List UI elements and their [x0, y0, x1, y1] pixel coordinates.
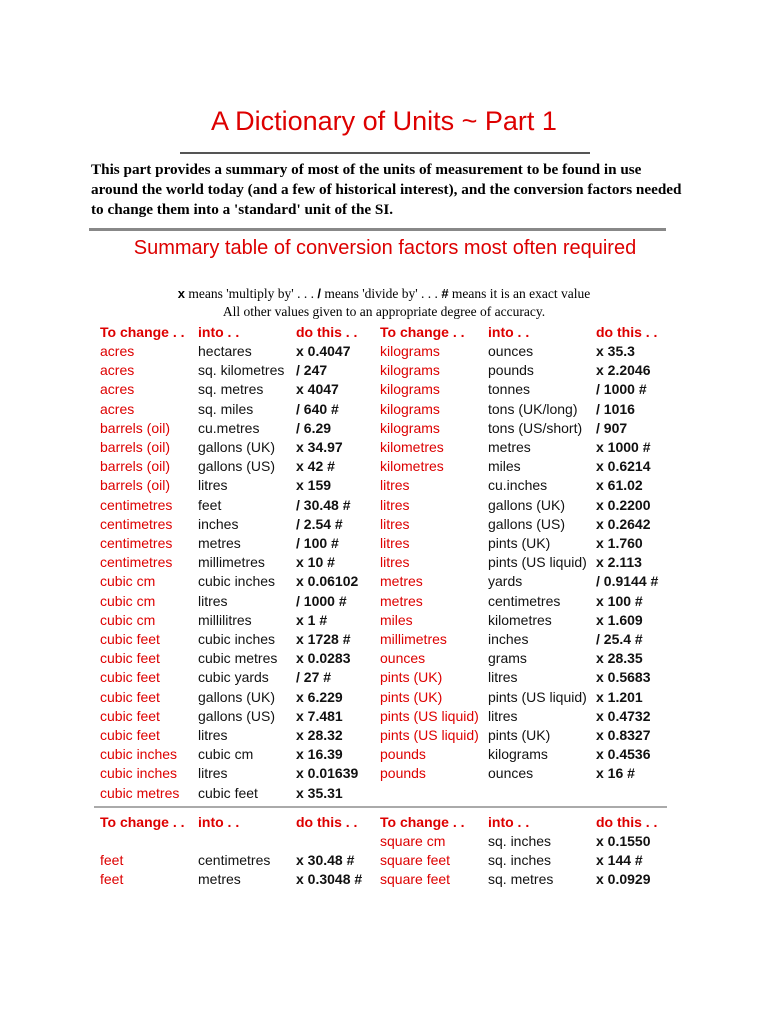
left-table-to-unit: metres	[198, 535, 241, 551]
left-table-from-unit: cubic cm	[100, 611, 156, 628]
right-table-row	[0, 649, 768, 668]
right-table-from-unit: pints (UK)	[380, 669, 443, 686]
left-table-from-unit: acres	[100, 362, 135, 379]
legend-line-2: All other values given to an appropriate degree of accuracy.	[222, 304, 546, 319]
right-table-factor: x 35.3	[596, 343, 635, 359]
right-table-to-unit: gallons (US)	[488, 515, 566, 532]
right-table-factor: x 28.35	[596, 650, 643, 667]
left-table-from-unit: cubic metres	[100, 784, 180, 801]
divide-symbol: /	[317, 286, 321, 301]
right-table-row	[0, 668, 768, 687]
left-table-factor: x 35.31	[296, 784, 343, 801]
left-table-factor: / 1000 #	[296, 592, 347, 609]
right-table-row	[0, 457, 768, 476]
left-table-from-unit: cubic feet	[100, 650, 160, 667]
left-table-factor: x 1 #	[296, 611, 328, 628]
left-table-to-unit: gallons (US)	[198, 458, 276, 475]
right-table-row	[0, 342, 768, 361]
right-table-to-unit: gallons (UK)	[488, 496, 566, 513]
right-table-factor: / 907	[596, 419, 628, 436]
left-table-2-to-unit: centimetres	[198, 852, 271, 869]
left-table-from-unit: cubic feet	[100, 669, 160, 686]
right-table-factor: x 1.201	[596, 688, 643, 705]
left-table-factor: x 159	[296, 477, 332, 494]
left-table-from-unit: barrels (oil)	[100, 419, 171, 436]
left-table-from-unit: cubic inches	[100, 765, 178, 782]
header2-do-this-left: do this . .	[296, 814, 358, 830]
right-table-factor: x 100 #	[596, 592, 643, 609]
right-table-2-factor: x 0.0929	[596, 871, 651, 888]
left-table-from-unit: barrels (oil)	[100, 458, 171, 475]
left-table-to-unit: sq. miles	[198, 400, 254, 417]
right-table-row	[0, 400, 768, 419]
left-table-from-unit: cubic cm	[100, 592, 156, 609]
right-table-row	[0, 419, 768, 438]
left-table-from-unit: barrels (oil)	[100, 439, 171, 455]
right-table-from-unit: litres	[380, 496, 410, 513]
left-table-factor: x 0.06102	[296, 573, 359, 590]
left-table-2-to-unit: metres	[198, 871, 241, 888]
right-table-from-unit: pints (US liquid)	[380, 727, 479, 743]
left-table-from-unit: cubic cm	[100, 573, 156, 590]
left-table-factor: x 42 #	[296, 458, 335, 475]
right-table-to-unit: tonnes	[488, 381, 531, 398]
left-table-factor: x 7.481	[296, 707, 343, 724]
left-table-to-unit: gallons (US)	[198, 707, 276, 724]
title-divider	[180, 152, 590, 154]
right-table-2-to-unit: sq. inches	[488, 852, 552, 869]
left-table-from-unit: barrels (oil)	[100, 477, 171, 494]
left-table-factor: x 16.39	[296, 746, 343, 763]
right-table-from-unit: pints (US liquid)	[380, 707, 479, 724]
left-table-factor: x 1728 #	[296, 631, 351, 647]
right-table-from-unit: miles	[380, 611, 413, 628]
header2-do-this-right: do this . .	[596, 814, 658, 830]
right-table-to-unit: yards	[488, 573, 523, 590]
left-table-from-unit: cubic feet	[100, 707, 160, 724]
right-table-row	[0, 438, 768, 457]
legend-line-1	[0, 286, 768, 302]
left-table-to-unit: gallons (UK)	[198, 439, 276, 455]
right-table-to-unit: pints (UK)	[488, 727, 551, 743]
right-table-from-unit: kilograms	[380, 362, 440, 379]
right-table-row	[0, 534, 768, 553]
right-table-factor: x 0.2200	[596, 496, 651, 513]
right-table-row	[0, 572, 768, 591]
header2-to-change-right: To change . .	[380, 814, 465, 830]
left-table-to-unit: cubic yards	[198, 669, 269, 686]
right-table-to-unit: centimetres	[488, 592, 561, 609]
left-table-factor: x 0.0283	[296, 650, 351, 667]
right-table-2-factor: x 144 #	[596, 852, 643, 869]
right-table-from-unit: ounces	[380, 650, 426, 667]
left-table-to-unit: cu.metres	[198, 419, 260, 436]
left-table-from-unit: cubic inches	[100, 746, 178, 763]
table-header-row	[0, 323, 768, 342]
left-table-factor: x 0.01639	[296, 765, 359, 782]
right-table-from-unit: kilograms	[380, 343, 440, 359]
left-table-to-unit: cubic cm	[198, 746, 254, 763]
right-table-row	[0, 764, 768, 783]
right-table-factor: / 1000 #	[596, 381, 647, 398]
left-table-to-unit: cubic metres	[198, 650, 278, 667]
right-table-row	[0, 553, 768, 572]
right-table-from-unit: metres	[380, 573, 423, 590]
right-table-to-unit: kilometres	[488, 611, 552, 628]
right-table-row	[0, 726, 768, 745]
left-table-factor: x 6.229	[296, 688, 343, 705]
right-table-to-unit: metres	[488, 439, 531, 455]
right-table-from-unit: litres	[380, 535, 410, 551]
right-table-row	[0, 592, 768, 611]
right-table-from-unit: kilograms	[380, 400, 440, 417]
right-table-to-unit: kilograms	[488, 746, 548, 763]
right-table-from-unit: kilometres	[380, 439, 444, 455]
right-table-to-unit: tons (UK/long)	[488, 400, 578, 417]
right-table-factor: x 61.02	[596, 477, 643, 494]
left-table-factor: x 10 #	[296, 554, 335, 571]
multiply-text: means 'multiply by' . . .	[184, 286, 318, 301]
right-table-row	[0, 745, 768, 764]
right-table-factor: x 0.5683	[596, 669, 651, 686]
right-table-from-unit: kilometres	[380, 458, 444, 475]
right-table-factor: x 0.8327	[596, 727, 651, 743]
right-table-from-unit: kilograms	[380, 381, 440, 398]
right-table-2-from-unit: square feet	[380, 852, 451, 869]
right-table-to-unit: litres	[488, 707, 518, 724]
left-table-to-unit: inches	[198, 515, 239, 532]
right-table-to-unit: tons (US/short)	[488, 419, 583, 436]
right-table-row	[0, 707, 768, 726]
right-table-to-unit: pints (UK)	[488, 535, 551, 551]
right-table-from-unit: litres	[380, 554, 410, 571]
right-table-to-unit: ounces	[488, 343, 534, 359]
right-table-from-unit: pounds	[380, 746, 426, 763]
right-table-from-unit: litres	[380, 515, 410, 532]
right-table-from-unit: pounds	[380, 765, 426, 782]
header2-into-left: into . .	[198, 814, 240, 830]
right-table-2-row	[0, 851, 768, 870]
right-table-2-from-unit: square feet	[380, 871, 451, 888]
left-table-to-unit: cubic inches	[198, 573, 276, 590]
right-table-2-to-unit: sq. inches	[488, 833, 552, 849]
left-table-to-unit: litres	[198, 592, 228, 609]
right-table-factor: x 2.2046	[596, 362, 651, 379]
right-table-2-row	[0, 870, 768, 889]
right-table-from-unit: millimetres	[380, 631, 447, 647]
right-table-2-to-unit: sq. metres	[488, 871, 554, 888]
left-table-from-unit: acres	[100, 400, 135, 417]
multiply-symbol: x	[177, 286, 185, 301]
right-table-from-unit: metres	[380, 592, 423, 609]
right-table-row	[0, 515, 768, 534]
left-table-from-unit: centimetres	[100, 554, 173, 571]
right-table-factor: / 0.9144 #	[596, 573, 659, 590]
left-table-to-unit: cubic feet	[198, 784, 258, 801]
left-table-from-unit: cubic feet	[100, 631, 160, 647]
left-table-factor: x 4047	[296, 381, 339, 398]
right-table-row	[0, 630, 768, 649]
header-into-right: into . .	[488, 324, 530, 340]
left-table-to-unit: litres	[198, 765, 228, 782]
right-table-to-unit: inches	[488, 631, 529, 647]
right-table-to-unit: ounces	[488, 765, 534, 782]
left-table-to-unit: millimetres	[198, 554, 265, 571]
right-table-to-unit: pints (US liquid)	[488, 554, 587, 571]
left-table-from-unit: acres	[100, 343, 135, 359]
page-title: A Dictionary of Units ~ Part 1	[211, 106, 557, 136]
right-table-2-from-unit: square cm	[380, 833, 446, 849]
right-table-factor: x 0.4732	[596, 707, 651, 724]
right-table-factor: x 16 #	[596, 765, 635, 782]
right-table-to-unit: pints (US liquid)	[488, 688, 587, 705]
left-table-factor: / 2.54 #	[296, 515, 343, 532]
left-table-from-unit: cubic feet	[100, 727, 160, 743]
left-table-factor: / 6.29	[296, 419, 332, 436]
left-table-to-unit: gallons (UK)	[198, 688, 276, 705]
right-table-to-unit: cu.inches	[488, 477, 548, 494]
left-table-factor: / 640 #	[296, 400, 339, 417]
header-do-this-right: do this . .	[596, 324, 658, 340]
intro-divider	[89, 228, 666, 231]
exact-text: means it is an exact value	[448, 286, 591, 301]
right-table-from-unit: pints (UK)	[380, 688, 443, 705]
left-table-to-unit: millilitres	[198, 611, 252, 628]
right-table-factor: x 1.609	[596, 611, 643, 628]
right-table-factor: x 2.113	[596, 554, 642, 571]
left-table-to-unit: sq. metres	[198, 381, 264, 398]
right-table-to-unit: pounds	[488, 362, 534, 379]
left-table-factor: / 27 #	[296, 669, 332, 686]
left-table-row	[0, 784, 768, 803]
table-subtitle: Summary table of conversion factors most often required	[133, 237, 637, 259]
left-table-factor: / 247	[296, 362, 328, 379]
header-into-left: into . .	[198, 324, 240, 340]
intro-paragraph: This part provides a summary of most of the units of measurement to be found in use around the world today (and a few of historical interest), and the conversion factors needed to change them into a 'standard' unit of the SI.	[91, 161, 682, 218]
left-table-2-from-unit: feet	[100, 852, 124, 869]
left-table-2-factor: x 0.3048 #	[296, 871, 363, 888]
right-table-factor: / 25.4 #	[596, 631, 643, 647]
right-table-row	[0, 380, 768, 399]
left-table-to-unit: litres	[198, 727, 228, 743]
exact-symbol: #	[441, 286, 449, 301]
right-table-factor: x 1000 #	[596, 439, 651, 455]
left-table-factor: / 100 #	[296, 535, 339, 551]
right-table-factor: x 1.760	[596, 535, 643, 551]
header2-into-right: into . .	[488, 814, 530, 830]
right-table-factor: x 0.6214	[596, 458, 651, 475]
right-table-row	[0, 688, 768, 707]
left-table-2-factor: x 30.48 #	[296, 852, 355, 869]
left-table-factor: / 30.48 #	[296, 496, 351, 513]
right-table-row	[0, 611, 768, 630]
left-table-factor: x 28.32	[296, 727, 343, 743]
right-table-factor: / 1016	[596, 400, 635, 417]
left-table-from-unit: centimetres	[100, 515, 173, 532]
left-table-from-unit: centimetres	[100, 535, 173, 551]
divide-text: means 'divide by' . . .	[320, 286, 442, 301]
left-table-to-unit: feet	[198, 496, 222, 513]
left-table-2-from-unit: feet	[100, 871, 124, 888]
right-table-to-unit: litres	[488, 669, 518, 686]
section-divider	[94, 806, 667, 808]
left-table-from-unit: acres	[100, 381, 135, 398]
right-table-2-row	[0, 832, 768, 851]
left-table-to-unit: litres	[198, 477, 228, 494]
right-table-factor: x 0.4536	[596, 746, 651, 763]
right-table-from-unit: litres	[380, 477, 410, 494]
header-to-change-right: To change . .	[380, 324, 465, 340]
header-do-this-left: do this . .	[296, 324, 358, 340]
right-table-row	[0, 361, 768, 380]
left-table-from-unit: centimetres	[100, 496, 173, 513]
left-table-to-unit: hectares	[198, 343, 252, 359]
right-table-factor: x 0.2642	[596, 515, 651, 532]
left-table-from-unit: cubic feet	[100, 688, 160, 705]
left-table-factor: x 0.4047	[296, 343, 351, 359]
header-to-change-left: To change . .	[100, 324, 185, 340]
right-table-to-unit: grams	[488, 650, 527, 667]
header2-to-change-left: To change . .	[100, 814, 185, 830]
table-header-row-2	[0, 813, 768, 832]
right-table-to-unit: miles	[488, 458, 521, 475]
right-table-2-factor: x 0.1550	[596, 833, 651, 849]
left-table-factor: x 34.97	[296, 439, 343, 455]
left-table-to-unit: cubic inches	[198, 631, 276, 647]
left-table-to-unit: sq. kilometres	[198, 362, 285, 379]
right-table-row	[0, 476, 768, 495]
right-table-from-unit: kilograms	[380, 419, 440, 436]
right-table-row	[0, 496, 768, 515]
